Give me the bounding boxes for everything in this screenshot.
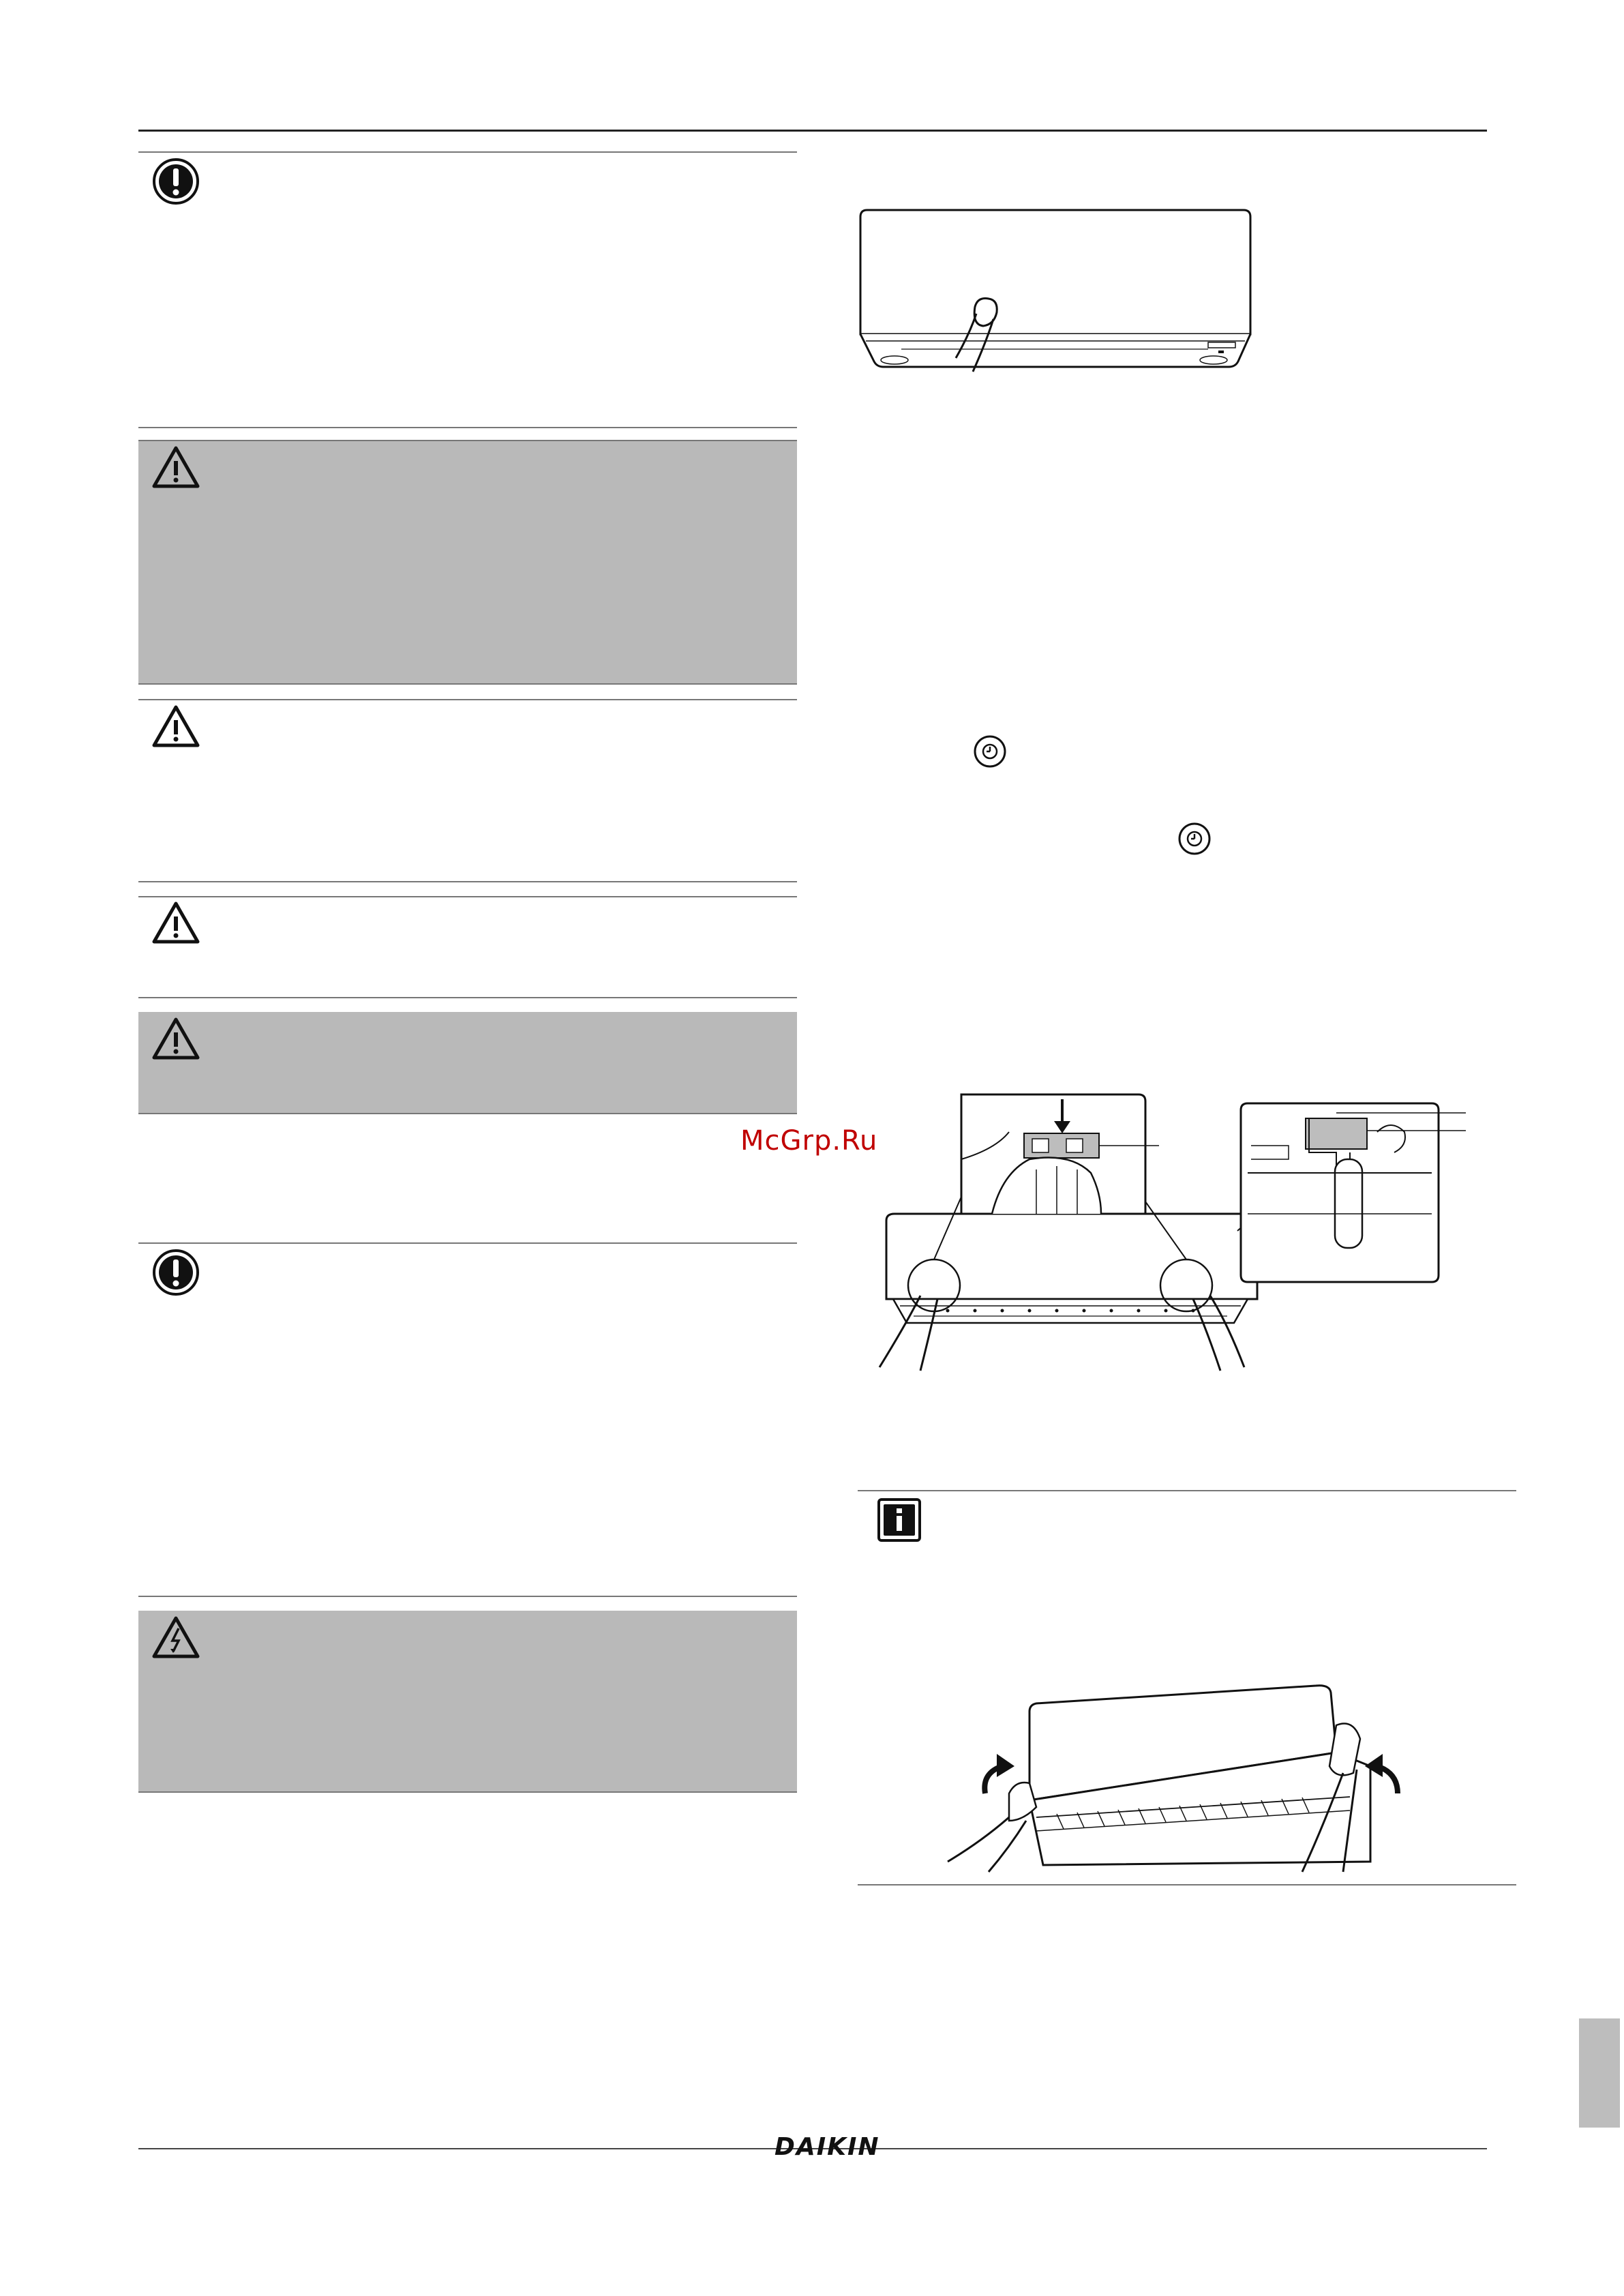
warning-box-2-bottom-rule [138,881,797,882]
warning-triangle-icon [151,1016,200,1064]
warning-triangle-icon [151,900,200,948]
warning-box-1-top-rule [138,440,797,441]
notice-box-2-top-rule [138,1242,797,1244]
warning-box-1 [138,441,797,683]
warning-box-4 [138,1012,797,1113]
exclamation-circle-icon [151,1248,200,1300]
timer-clock-icon [972,734,1008,772]
warning-box-3-top-rule [138,896,797,897]
notice-box-2-bottom-rule [138,1596,797,1597]
electric-warning-box [138,1611,797,1791]
header-rule [138,130,1487,132]
notice-box-1-bottom-rule [138,427,797,428]
front-panel-removal-illustration [866,1091,1479,1384]
watermark-text: McGrp.Ru [740,1125,878,1157]
timer-clock-icon [1177,821,1212,859]
warning-box-1-bottom-rule [138,683,797,685]
exclamation-circle-icon [151,157,200,209]
section-side-tab [1579,2018,1620,2128]
lift-front-panel-illustration [934,1671,1425,1875]
warning-box-3-bottom-rule [138,997,797,998]
warning-triangle-icon [151,445,200,492]
warning-triangle-icon [151,704,200,751]
warning-box-2-top-rule [138,699,797,700]
electric-hazard-icon [151,1615,200,1663]
information-icon [877,1497,922,1545]
warning-box-4-bottom-rule [138,1113,797,1114]
info-box-top-rule [858,1490,1516,1491]
daikin-logo: DAIKIN [775,2133,880,2161]
notice-box-1-top-rule [138,151,797,153]
unit-wiping-illustration [854,205,1263,382]
electric-warning-box-bottom-rule [138,1791,797,1793]
info-box-bottom-rule [858,1884,1516,1885]
